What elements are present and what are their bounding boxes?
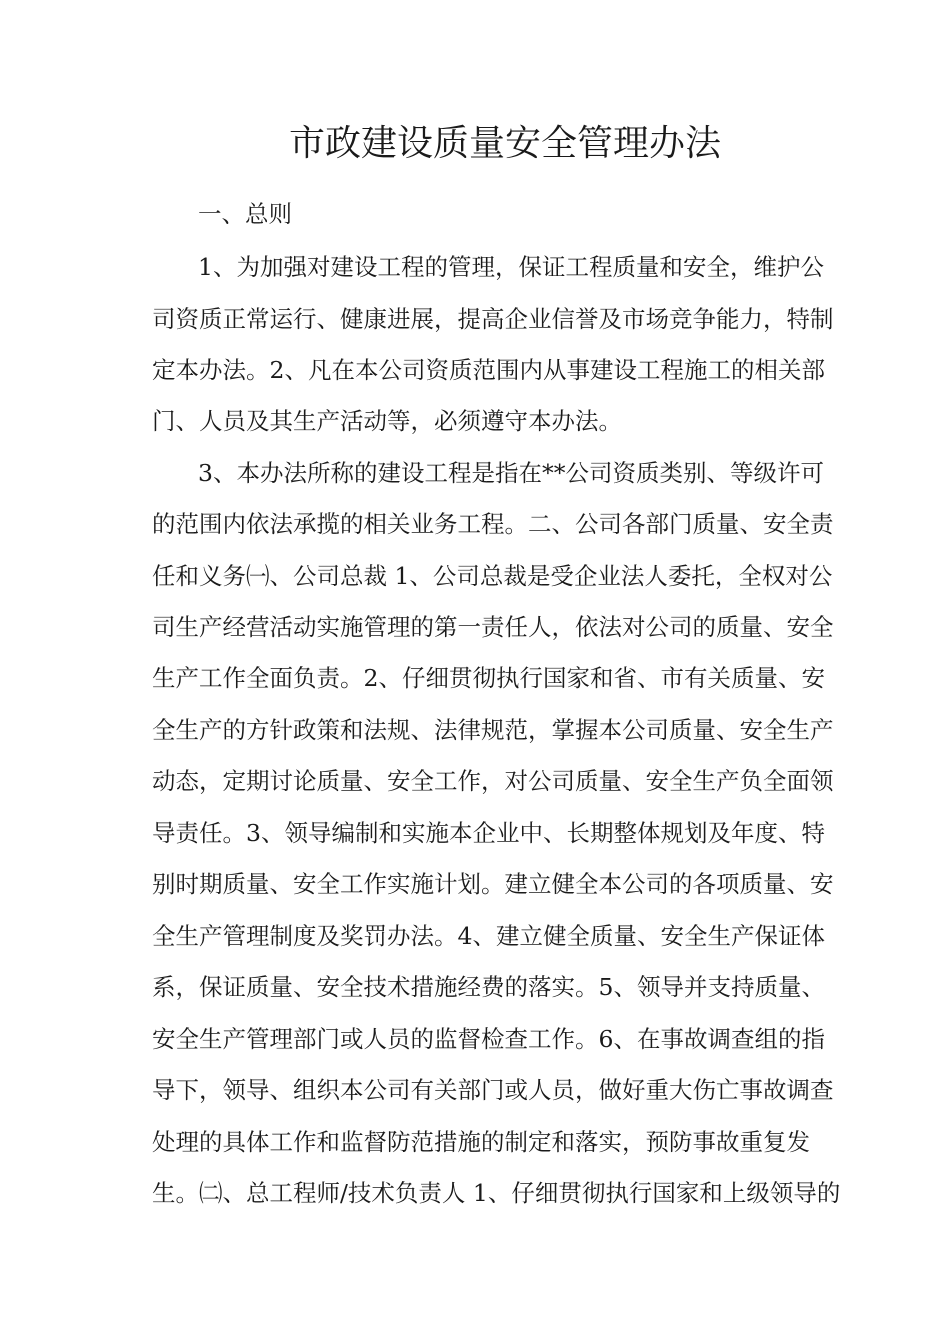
text-line: 导下，领导、组织本公司有关部门或人员，做好重大伤亡事故调查: [152, 1076, 834, 1104]
text-line: 司生产经营活动实施管理的第一责任人，依法对公司的质量、安全: [152, 613, 834, 641]
text-line: 导责任。3、领导编制和实施本企业中、长期整体规划及年度、特: [152, 819, 825, 847]
section-heading-general: 一、总则: [198, 200, 292, 228]
text-line: 安全生产管理部门或人员的监督检查工作。6、在事故调查组的指: [152, 1025, 825, 1053]
text-line: 司资质正常运行、健康进展，提高企业信誉及市场竞争能力，特制: [152, 305, 834, 333]
text-line: 全生产的方针政策和法规、法律规范，掌握本公司质量、安全生产: [152, 716, 834, 744]
text-line: 3、本办法所称的建设工程是指在**公司资质类别、等级许可: [198, 459, 824, 487]
document-title: 市政建设质量安全管理办法: [288, 123, 721, 164]
text-line: 系，保证质量、安全技术措施经费的落实。5、领导并支持质量、: [152, 973, 825, 1001]
text-line: 定本办法。2、凡在本公司资质范围内从事建设工程施工的相关部: [152, 356, 825, 384]
text-line: 全生产管理制度及奖罚办法。4、建立健全质量、安全生产保证体: [152, 922, 825, 950]
text-line: 的范围内依法承揽的相关业务工程。二、公司各部门质量、安全责: [152, 510, 834, 538]
text-line: 1、为加强对建设工程的管理，保证工程质量和安全，维护公: [198, 253, 824, 281]
text-line: 生。㈡、总工程师/技术负责人 1、仔细贯彻执行国家和上级领导的: [152, 1179, 841, 1207]
text-line: 动态，定期讨论质量、安全工作，对公司质量、安全生产负全面领: [152, 767, 834, 795]
text-line: 别时期质量、安全工作实施计划。建立健全本公司的各项质量、安: [152, 870, 834, 898]
text-line: 生产工作全面负责。2、仔细贯彻执行国家和省、市有关质量、安: [152, 664, 825, 692]
text-line: 处理的具体工作和监督防范措施的制定和落实，预防事故重复发: [152, 1128, 810, 1156]
text-line: 门、人员及其生产活动等，必须遵守本办法。: [152, 407, 622, 435]
text-line: 任和义务㈠、公司总裁 1、公司总裁是受企业法人委托，全权对公: [152, 562, 833, 590]
